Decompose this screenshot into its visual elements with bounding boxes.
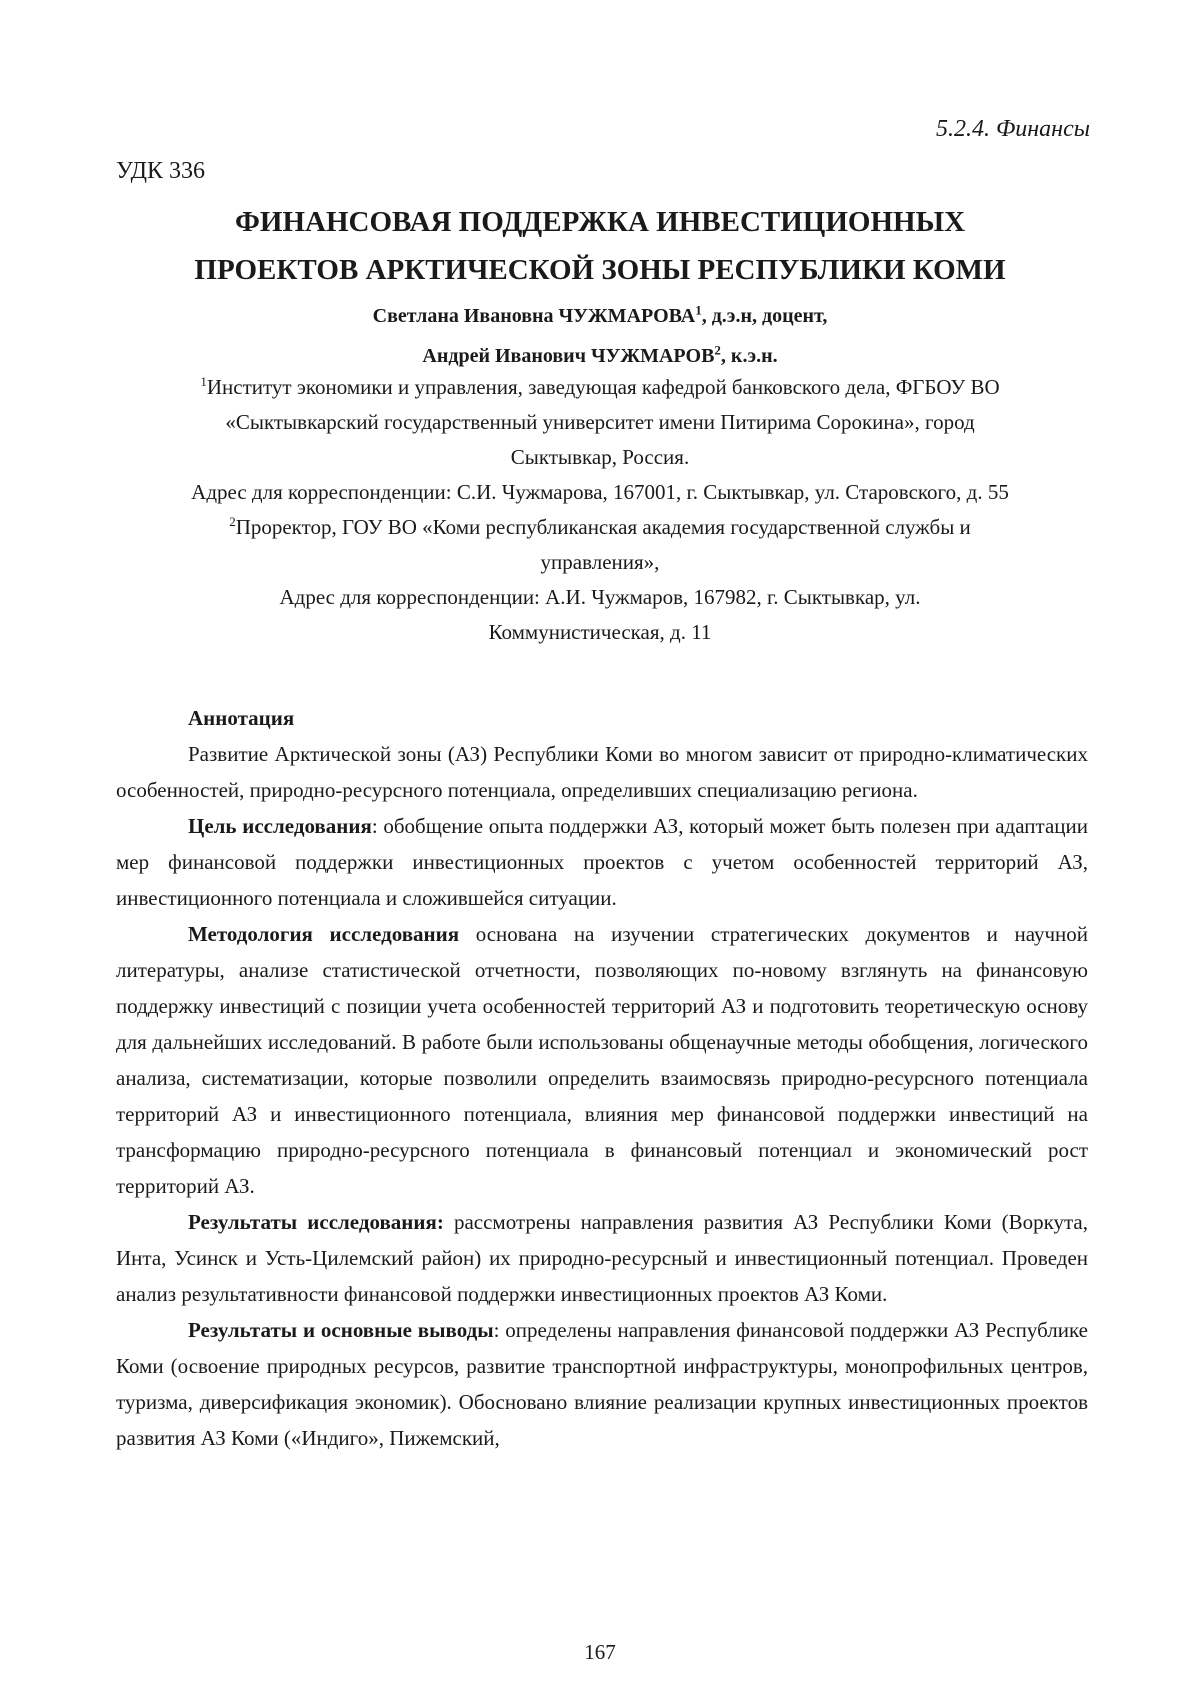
abstract-results xyxy=(116,1204,1088,1312)
title-line-1: ФИНАНСОВАЯ ПОДДЕРЖКА ИНВЕСТИЦИОННЫХ xyxy=(234,206,966,238)
affiliation-1-address: Адрес для корреспонденции: С.И. Чужмарова, 167001, г. Сыктывкар, ул. Старовского, д. 55 xyxy=(191,480,1009,504)
author-2-degree: , к.э.н. xyxy=(720,345,778,367)
abstract-intro: Развитие Арктической зоны (АЗ) Республики Коми во многом зависит от природно-климатических особенностей, природно-ресурсного потенциала, определивших специализацию региона. xyxy=(116,742,1088,802)
conclusions-label: Результаты и основные выводы xyxy=(188,1318,494,1342)
article-title xyxy=(110,198,1090,294)
affiliation-2-sup: 2 xyxy=(229,514,236,529)
method-label: Методология исследования xyxy=(188,922,460,946)
affiliation-2-line-1 xyxy=(110,510,1090,545)
affiliation-1-line-3: Сыктывкар, Россия. xyxy=(510,445,690,469)
goal-label: Цель исследования xyxy=(188,814,372,838)
affiliation-2-address-2: Коммунистическая, д. 11 xyxy=(488,620,712,644)
abstract-goal xyxy=(116,808,1088,916)
page-number: 167 xyxy=(584,1640,616,1664)
affiliation-2-address-1: Адрес для корреспонденции: А.И. Чужмаров, 167982, г. Сыктывкар, ул. xyxy=(279,585,921,609)
affiliation-1-line-2: «Сыктывкарский государственный университет имени Питирима Сорокина», город xyxy=(225,410,975,434)
abstract-conclusions xyxy=(116,1312,1088,1456)
affiliation-1-sup: 1 xyxy=(200,374,207,389)
author-1-name: Светлана Ивановна ЧУЖМАРОВА xyxy=(372,305,696,327)
authors-block xyxy=(110,296,1090,376)
author-2-name: Андрей Иванович ЧУЖМАРОВ xyxy=(422,345,715,367)
author-2-sup: 2 xyxy=(714,342,721,358)
section-tag: 5.2.4. Финансы xyxy=(935,116,1090,142)
results-label: Результаты исследования: xyxy=(188,1210,444,1234)
method-text: основана на изучении стратегических документов и научной литературы, анализе статистической отчетности, позволяющих по-новому взглянуть на финансовую поддержку инвестиций с позиции учета особенностей территорий АЗ и подготовить теоретическую основу для дальнейших исследований. В работе были использованы общенаучные методы обобщения, логического анализа, систематизации, которые позволили определить взаимосвязь природно-ресурсного потенциала территорий АЗ и инвестиционного потенциала, влияния мер финансовой поддержки инвестиций на трансформацию природно-ресурсного потенциала в финансовый потенциал и экономический рост территорий АЗ. xyxy=(116,922,1088,1198)
udk-code: УДК 336 xyxy=(116,158,205,184)
results-text: рассмотрены направления развития АЗ Республики Коми (Воркута, Инта, Усинск и Усть-Цилемский район) их природно-ресурсный и инвестиционный потенциал. Проведен анализ результативности финансовой поддержки инвестиционных проектов АЗ Коми. xyxy=(116,1210,1088,1306)
author-1 xyxy=(110,296,1090,336)
conclusions-text: : определены направления финансовой поддержки АЗ Республике Коми (освоение природных ресурсов, развитие транспортной инфраструктуры, монопрофильных центров, туризма, диверсификация экономик). Обосновано влияние реализации крупных инвестиционных проектов развития АЗ Коми («Индиго», Пижемский, xyxy=(116,1318,1088,1450)
abstract-heading: Аннотация xyxy=(188,706,295,730)
author-1-degree: , д.э.н, доцент, xyxy=(701,305,828,327)
abstract-body xyxy=(116,700,1088,1456)
affiliation-1-text: Институт экономики и управления, заведующая кафедрой банковского дела, ФГБОУ ВО xyxy=(206,375,1000,399)
author-1-sup: 1 xyxy=(695,302,702,318)
affiliation-2-text: Проректор, ГОУ ВО «Коми республиканская академия государственной службы и xyxy=(235,515,971,539)
goal-text: : обобщение опыта поддержки АЗ, который может быть полезен при адаптации мер финансовой поддержки инвестиционных проектов с учетом особенностей территорий АЗ, инвестиционного потенциала и сложившейся ситуации. xyxy=(116,814,1088,910)
affiliation-1-line-1 xyxy=(110,370,1090,405)
abstract-method xyxy=(116,916,1088,1204)
title-line-2: ПРОЕКТОВ АРКТИЧЕСКОЙ ЗОНЫ РЕСПУБЛИКИ КОМИ xyxy=(194,254,1006,286)
affiliation-2-line-2: управления», xyxy=(540,550,660,574)
affiliations-block xyxy=(110,370,1090,650)
